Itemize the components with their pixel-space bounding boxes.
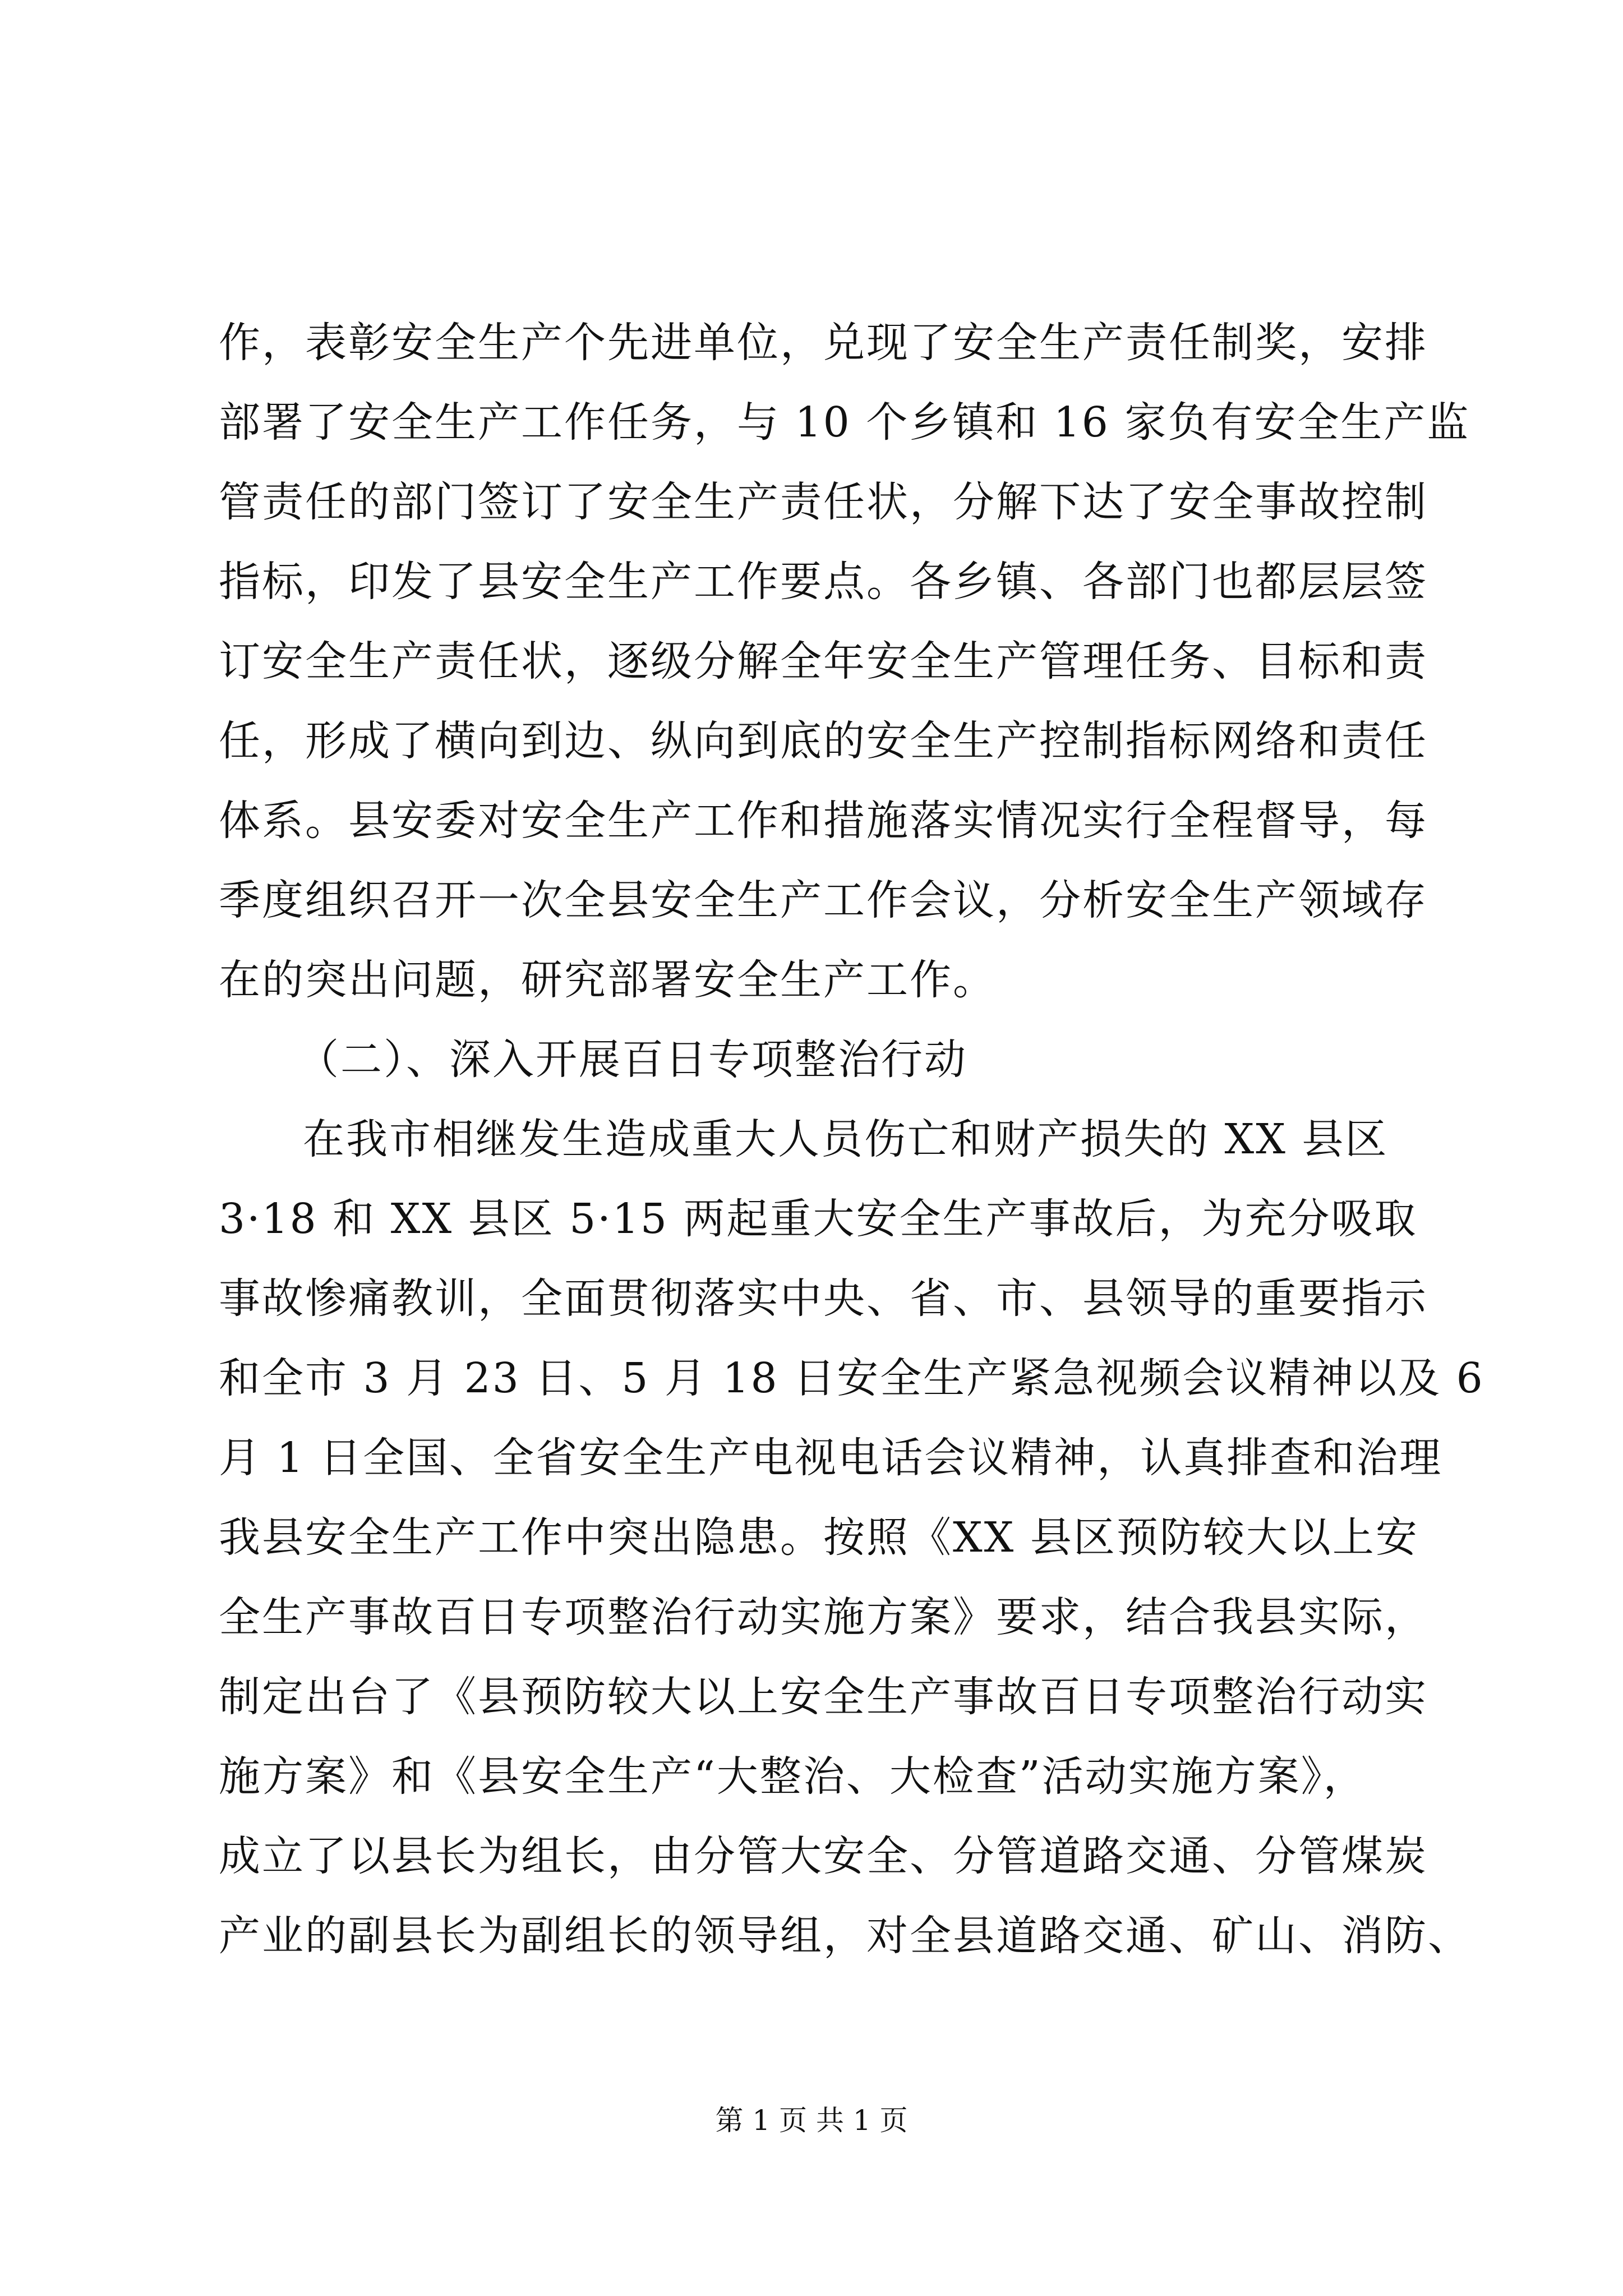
text-line: 订安全生产责任状，逐级分解全年安全生产管理任务、目标和责: [219, 637, 1428, 685]
text-line: 管责任的部门签订了安全生产责任状，分解下达了安全事故控制: [219, 478, 1428, 526]
text-line: 体系。县安委对安全生产工作和措施落实情况实行全程督导，每: [219, 797, 1428, 845]
text-line: 在我市相继发生造成重大人员伤亡和财产损失的 XX 县区: [303, 1115, 1389, 1163]
text-line: 产业的副县长为副组长的领导组，对全县道路交通、矿山、消防、: [219, 1912, 1471, 1960]
text-line: 成立了以县长为组长，由分管大安全、分管道路交通、分管煤炭: [219, 1832, 1428, 1880]
text-line: 作，表彰安全生产个先进单位，兑现了安全生产责任制奖，安排: [219, 319, 1428, 367]
page-footer: 第 1 页 共 1 页: [715, 2104, 908, 2137]
text-line: 部署了安全生产工作任务，与 10 个乡镇和 16 家负有安全生产监: [219, 398, 1470, 447]
text-line: 任，形成了横向到边、纵向到底的安全生产控制指标网络和责任: [219, 717, 1428, 765]
text-line: 指标，印发了县安全生产工作要点。各乡镇、各部门也都层层签: [219, 558, 1428, 606]
text-line: 和全市 3 月 23 日、5 月 18 日安全生产紧急视频会议精神以及 6: [219, 1354, 1484, 1402]
text-line: 制定出台了《县预防较大以上安全生产事故百日专项整治行动实: [219, 1673, 1428, 1721]
text-line: 施方案》和《县安全生产“大整治、大检查”活动实施方案》，: [219, 1752, 1367, 1801]
text-line: 月 1 日全国、全省安全生产电视电话会议精神，认真排查和治理: [219, 1434, 1443, 1482]
text-line: 事故惨痛教训，全面贯彻落实中央、省、市、县领导的重要指示: [219, 1274, 1428, 1323]
text-line: 全生产事故百日专项整治行动实施方案》要求，结合我县实际，: [219, 1593, 1428, 1641]
text-line: 我县安全生产工作中突出隐患。按照《XX 县区预防较大以上安: [219, 1513, 1419, 1562]
text-line: 季度组织召开一次全县安全生产工作会议，分析安全生产领域存: [219, 876, 1428, 924]
section-heading: （二）、深入开展百日专项整治行动: [297, 1036, 967, 1084]
text-line: 在的突出问题，研究部署安全生产工作。: [219, 956, 996, 1004]
text-line: 3·18 和 XX 县区 5·15 两起重大安全生产事故后，为充分吸取: [219, 1195, 1418, 1243]
